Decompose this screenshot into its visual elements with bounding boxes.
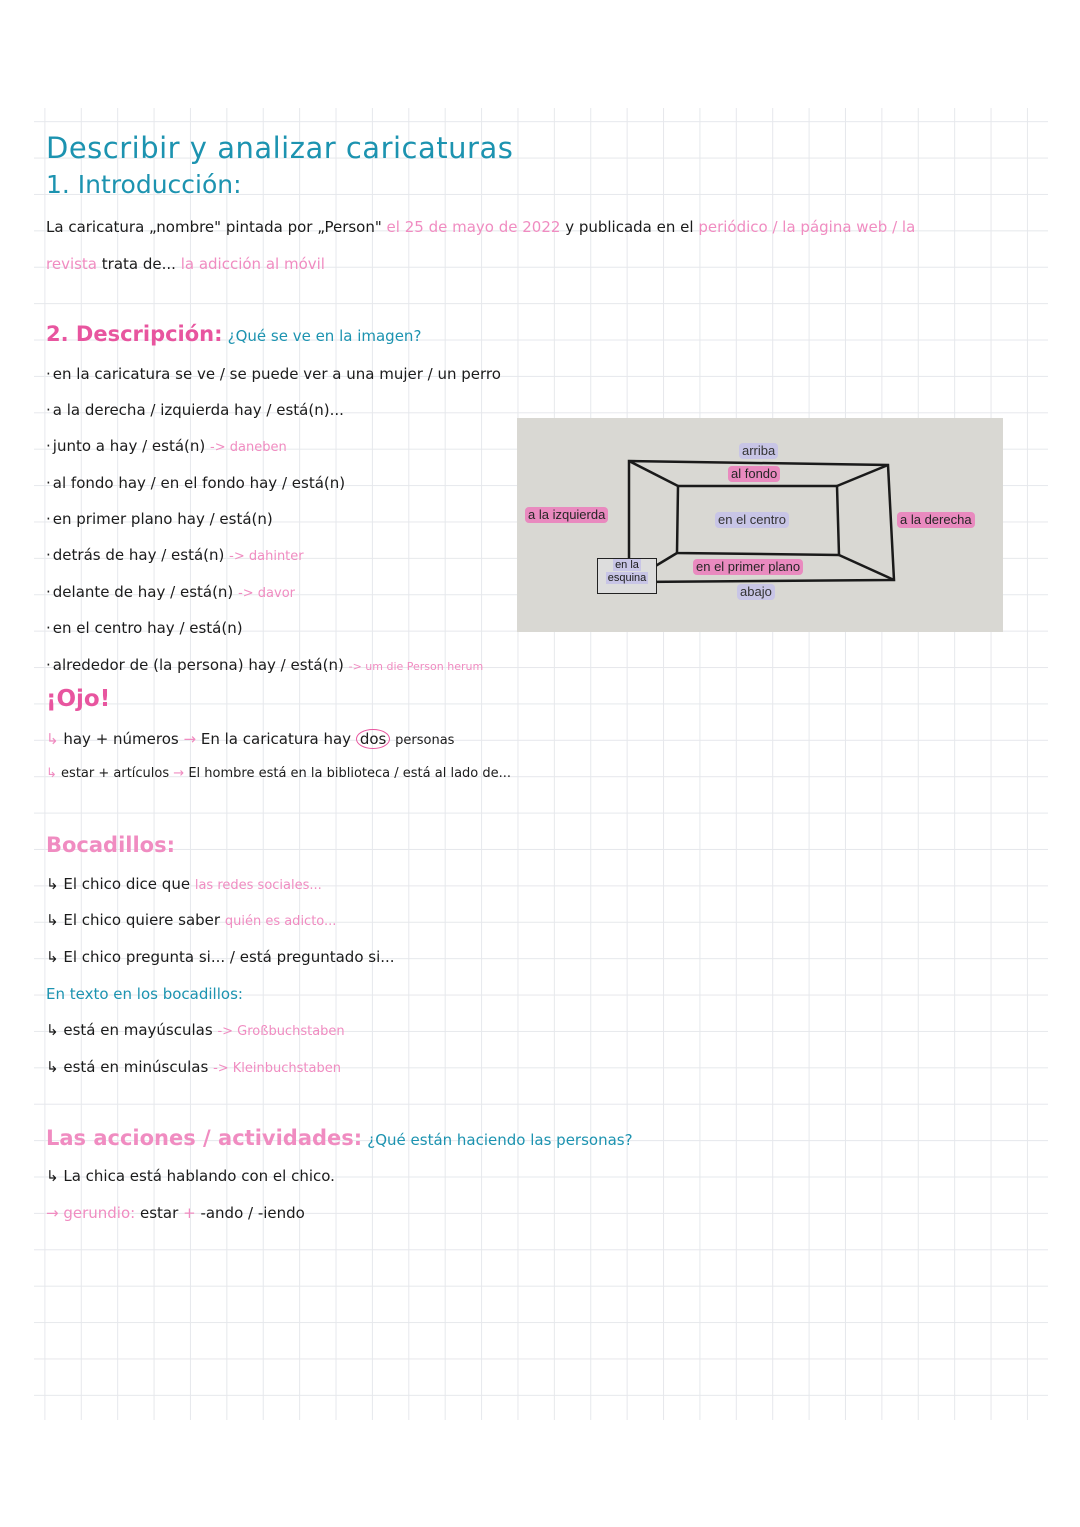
acciones-heading: Las acciones / actividades: [46, 1126, 363, 1150]
descripcion-heading: 2. Descripción: [46, 322, 223, 346]
list-item: · en el centro hay / está(n) [46, 619, 243, 637]
label-izquierda: a la izquierda [525, 507, 608, 523]
list-item: · detrás de hay / está(n) -> dahinter [46, 546, 304, 564]
position-diagram [517, 418, 1003, 632]
acciones-example: ↳ La chica está hablando con el chico. [46, 1167, 335, 1185]
ojo-heading: ¡Ojo! [46, 686, 111, 712]
gerundio-rule: → gerundio: estar + -ando / -iendo [46, 1204, 305, 1222]
label-abajo: abajo [737, 584, 775, 600]
acciones-question: ¿Qué están haciendo las personas? [367, 1131, 633, 1149]
list-item: · al fondo hay / en el fondo hay / está(n) [46, 474, 345, 492]
descripcion-heading-row [46, 322, 421, 346]
list-item: · a la derecha / izquierda hay / está(n)... [46, 401, 344, 419]
bocadillos-subheading: En texto en los bocadillos: [46, 985, 243, 1003]
ojo-rule-1: ↳ hay + números → En la caricatura hay dos personas [46, 730, 455, 748]
bocadillos-heading: Bocadillos: [46, 833, 176, 857]
list-item: ↳ está en mayúsculas -> Großbuchstaben [46, 1021, 345, 1039]
list-item: ↳ El chico dice que las redes sociales... [46, 875, 322, 893]
list-item: · en la caricatura se ve / se puede ver a una mujer / un perro [46, 365, 501, 383]
list-item: ↳ está en minúsculas -> Kleinbuchstaben [46, 1058, 341, 1076]
label-esquina: en la esquina [597, 558, 657, 594]
circled-word: dos [356, 729, 391, 749]
list-item: · alrededor de (la persona) hay / está(n) -> um die Person herum [46, 656, 483, 674]
page-title: Describir y analizar caricaturas [46, 131, 514, 165]
label-centro: en el centro [715, 512, 789, 528]
list-item: ↳ El chico quiere saber quién es adicto... [46, 911, 337, 929]
intro-line-1: La caricatura „nombre" pintada por „Person" el 25 de mayo de 2022 y publicada en el periódico / la página web / la [46, 218, 916, 236]
list-item: · junto a hay / está(n) -> daneben [46, 437, 287, 455]
intro-line-2: revista trata de... la adicción al móvil [46, 255, 325, 273]
list-item: · en primer plano hay / está(n) [46, 510, 273, 528]
intro-heading: 1. Introducción: [46, 170, 242, 199]
label-arriba: arriba [739, 443, 778, 459]
label-al-fondo: al fondo [728, 466, 780, 482]
label-primer-plano: en el primer plano [693, 559, 803, 575]
label-derecha: a la derecha [897, 512, 975, 528]
ojo-rule-2: ↳ estar + artículos → El hombre está en la biblioteca / está al lado de... [46, 766, 512, 781]
descripcion-question: ¿Qué se ve en la imagen? [227, 327, 422, 345]
list-item: · delante de hay / está(n) -> davor [46, 583, 295, 601]
acciones-heading-row [46, 1126, 633, 1150]
list-item: ↳ El chico pregunta si... / está preguntado si... [46, 948, 395, 966]
